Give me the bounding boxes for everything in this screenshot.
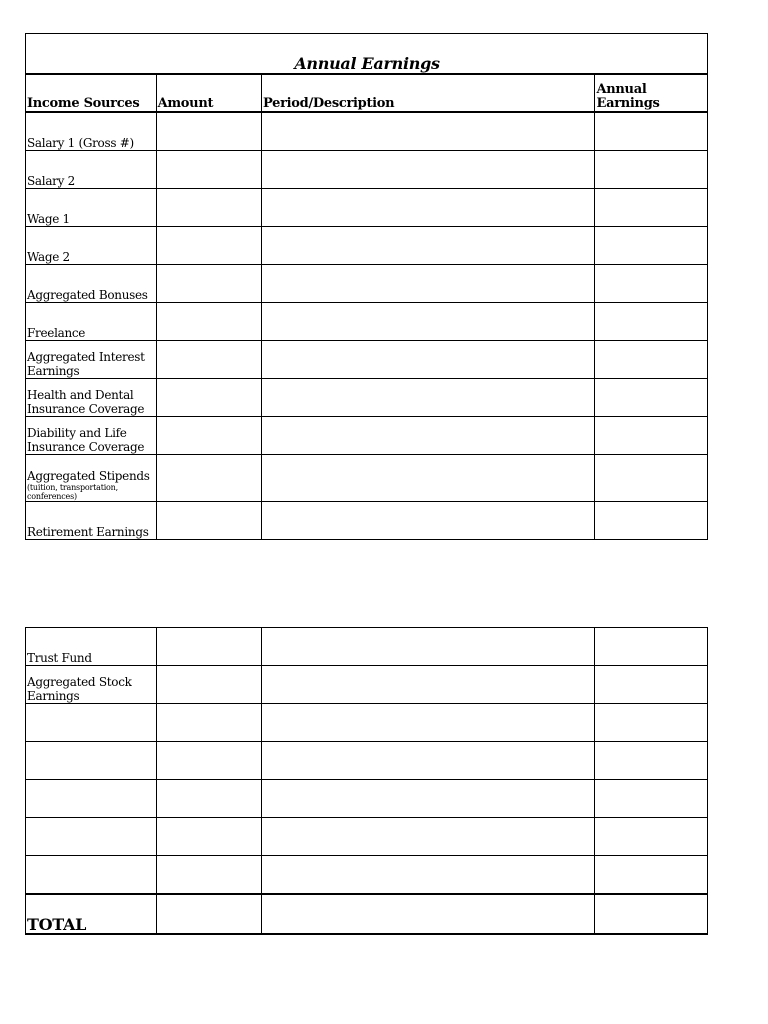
amount-cell[interactable] (156, 628, 261, 666)
annual-earnings-cell[interactable] (595, 628, 708, 666)
total-label: TOTAL (26, 894, 157, 934)
period-description-cell[interactable] (262, 666, 595, 704)
annual-earnings-cell[interactable] (595, 455, 708, 502)
income-source-label: Aggregated Interest Earnings (26, 341, 157, 379)
period-description-cell[interactable] (262, 780, 595, 818)
period-description-cell[interactable] (262, 856, 595, 895)
period-description-cell[interactable] (262, 189, 595, 227)
table-row (26, 227, 708, 265)
table-row (26, 112, 708, 151)
header-annual-earnings: Annual Earnings (595, 74, 708, 112)
total-row (26, 894, 708, 934)
period-description-cell[interactable] (262, 455, 595, 502)
amount-cell[interactable] (156, 379, 261, 417)
annual-earnings-cell[interactable] (595, 112, 708, 151)
table-row (26, 666, 708, 704)
amount-cell[interactable] (156, 818, 261, 856)
amount-cell[interactable] (156, 151, 261, 189)
table-row (26, 818, 708, 856)
annual-earnings-cell[interactable] (595, 379, 708, 417)
amount-cell[interactable] (156, 112, 261, 151)
amount-cell[interactable] (156, 780, 261, 818)
header-income-sources: Income Sources (26, 74, 157, 112)
table-row (26, 628, 708, 666)
amount-cell[interactable] (156, 666, 261, 704)
period-description-cell[interactable] (262, 742, 595, 780)
annual-earnings-cell[interactable] (595, 666, 708, 704)
income-source-label: Diability and Life Insurance Coverage (26, 417, 157, 455)
period-description-cell[interactable] (262, 112, 595, 151)
annual-earnings-cell[interactable] (595, 704, 708, 742)
period-description-cell[interactable] (262, 265, 595, 303)
income-source-label: Wage 2 (26, 227, 157, 265)
income-source-stipends (26, 455, 157, 502)
annual-earnings-table (25, 33, 708, 540)
period-description-cell[interactable] (262, 417, 595, 455)
period-description-cell[interactable] (262, 628, 595, 666)
header-row (26, 74, 708, 112)
table-row (26, 303, 708, 341)
table-row (26, 856, 708, 895)
period-description-cell[interactable] (262, 303, 595, 341)
income-source-label: Aggregated Stipends (27, 469, 150, 483)
table-row (26, 417, 708, 455)
annual-earnings-cell[interactable] (595, 502, 708, 540)
annual-earnings-cell[interactable] (595, 341, 708, 379)
income-source-label: Aggregated Stock Earnings (26, 666, 157, 704)
annual-earnings-cell[interactable] (595, 227, 708, 265)
amount-cell[interactable] (156, 303, 261, 341)
annual-earnings-cell[interactable] (595, 303, 708, 341)
amount-cell[interactable] (156, 227, 261, 265)
amount-cell[interactable] (156, 265, 261, 303)
total-annual-earnings-cell[interactable] (595, 894, 708, 934)
income-source-label: Wage 1 (26, 189, 157, 227)
table-title: Annual Earnings (26, 34, 708, 75)
header-amount: Amount (156, 74, 261, 112)
header-period-description: Period/Description (262, 74, 595, 112)
amount-cell[interactable] (156, 856, 261, 895)
annual-earnings-cell[interactable] (595, 818, 708, 856)
table-row (26, 189, 708, 227)
income-source-label[interactable] (26, 856, 157, 895)
annual-earnings-cell[interactable] (595, 856, 708, 895)
income-source-label: Health and Dental Insurance Coverage (26, 379, 157, 417)
table-row (26, 265, 708, 303)
amount-cell[interactable] (156, 417, 261, 455)
income-source-label: Retirement Earnings (26, 502, 157, 540)
amount-cell[interactable] (156, 742, 261, 780)
period-description-cell[interactable] (262, 227, 595, 265)
total-amount-cell[interactable] (156, 894, 261, 934)
income-source-label[interactable] (26, 742, 157, 780)
amount-cell[interactable] (156, 502, 261, 540)
period-description-cell[interactable] (262, 704, 595, 742)
annual-earnings-cell[interactable] (595, 742, 708, 780)
period-description-cell[interactable] (262, 151, 595, 189)
additional-earnings-table (25, 627, 708, 935)
period-description-cell[interactable] (262, 818, 595, 856)
table-row (26, 151, 708, 189)
amount-cell[interactable] (156, 189, 261, 227)
income-source-label[interactable] (26, 704, 157, 742)
total-description-cell[interactable] (262, 894, 595, 934)
stipends-note: (tuition, transportation, conferences) (27, 483, 118, 501)
table-row (26, 742, 708, 780)
annual-earnings-cell[interactable] (595, 151, 708, 189)
income-source-label[interactable] (26, 780, 157, 818)
income-source-label: Salary 2 (26, 151, 157, 189)
annual-earnings-cell[interactable] (595, 417, 708, 455)
income-source-label: Salary 1 (Gross #) (26, 112, 157, 151)
amount-cell[interactable] (156, 455, 261, 502)
annual-earnings-cell[interactable] (595, 780, 708, 818)
period-description-cell[interactable] (262, 379, 595, 417)
income-source-label[interactable] (26, 818, 157, 856)
table-row (26, 379, 708, 417)
amount-cell[interactable] (156, 341, 261, 379)
period-description-cell[interactable] (262, 341, 595, 379)
table-row (26, 780, 708, 818)
income-source-label: Trust Fund (26, 628, 157, 666)
table-row (26, 704, 708, 742)
period-description-cell[interactable] (262, 502, 595, 540)
income-source-label: Aggregated Bonuses (26, 265, 157, 303)
annual-earnings-cell[interactable] (595, 189, 708, 227)
table-row (26, 455, 708, 502)
table-row (26, 502, 708, 540)
annual-earnings-cell[interactable] (595, 265, 708, 303)
income-source-label: Freelance (26, 303, 157, 341)
table-row (26, 341, 708, 379)
amount-cell[interactable] (156, 704, 261, 742)
